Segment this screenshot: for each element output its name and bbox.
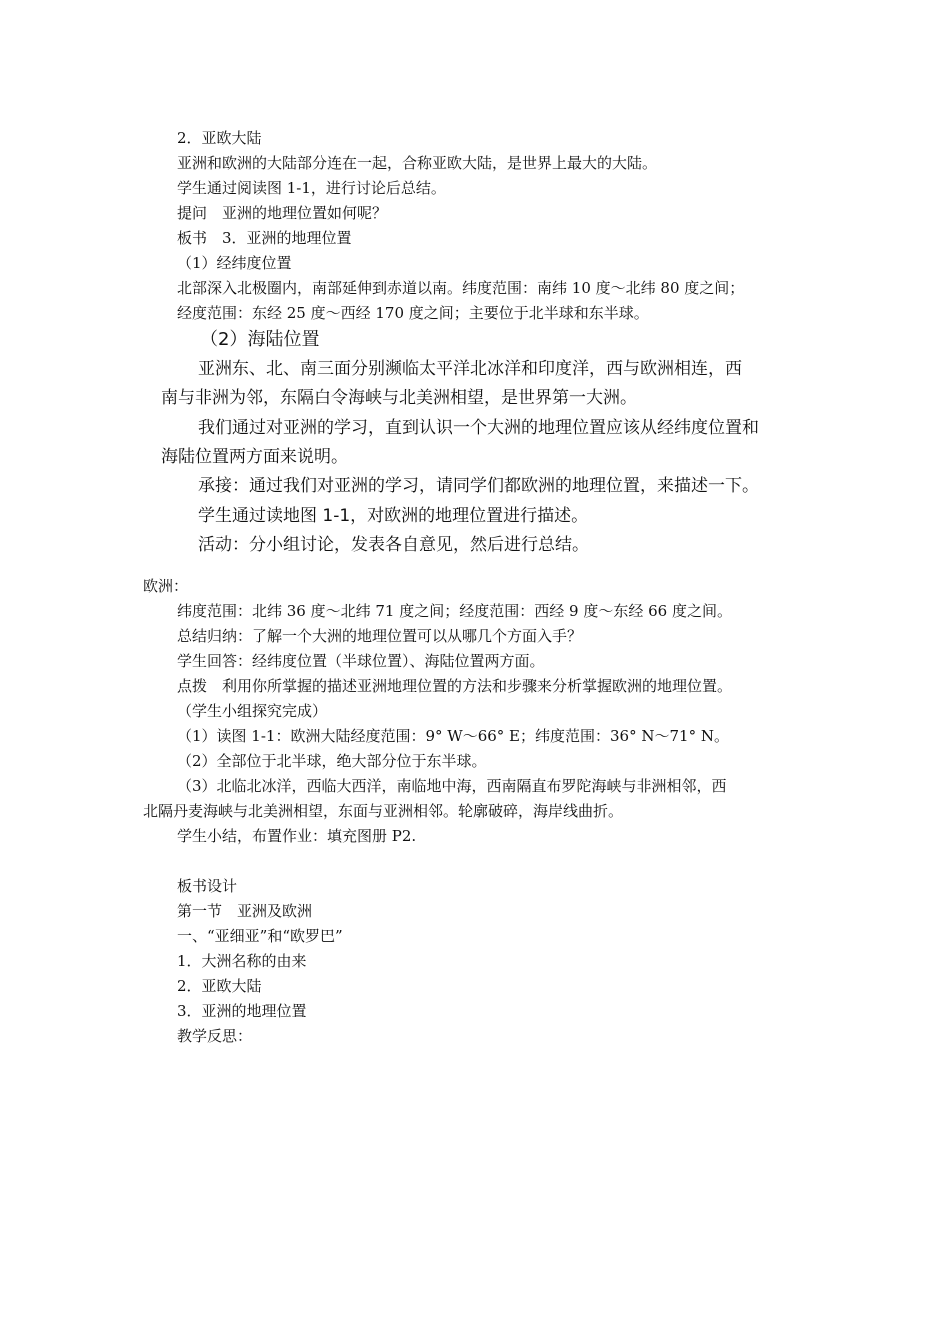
board-heading-line: 板书 3．亚洲的地理位置 xyxy=(177,229,352,247)
paragraph: 点拨 利用你所掌握的描述亚洲地理位置的方法和步骤来分析掌握欧洲的地理位置。 xyxy=(177,677,733,695)
paragraph: （3）北临北冰洋，西临大西洋，南临地中海，西南隔直布罗陀海峡与非洲相邻，西 xyxy=(177,777,727,795)
outline-item: 第一节 亚洲及欧洲 xyxy=(177,902,313,920)
board-design-title: 板书设计 xyxy=(177,877,238,895)
outline-item: 1．大洲名称的由来 xyxy=(177,952,307,970)
paragraph: 北隔丹麦海峡与北美洲相望，东面与亚洲相邻。轮廓破碎，海岸线曲折。 xyxy=(143,802,624,820)
paragraph: （1）读图 1-1：欧洲大陆经度范围：9° W～66° E；纬度范围：36° N～71° N。 xyxy=(177,727,729,745)
outline-item: 3．亚洲的地理位置 xyxy=(177,1002,307,1020)
paragraph: 经度范围：东经 25 度～西经 170 度之间；主要位于北半球和东半球。 xyxy=(177,304,649,322)
subheading-lat-long: （1）经纬度位置 xyxy=(177,254,292,272)
reflection-label: 教学反思： xyxy=(177,1027,253,1045)
outline-item: 一、“亚细亚”和“欧罗巴” xyxy=(177,927,343,945)
paragraph: 南与非洲为邻，东隔白令海峡与北美洲相望，是世界第一大洲。 xyxy=(161,388,637,408)
paragraph: 亚洲和欧洲的大陆部分连在一起，合称亚欧大陆，是世界上最大的大陆。 xyxy=(177,154,658,172)
section-heading-eurasia: 2．亚欧大陆 xyxy=(177,129,262,147)
paragraph: 学生回答：经纬度位置（半球位置）、海陆位置两方面。 xyxy=(177,652,545,670)
label-europe: 欧洲： xyxy=(143,577,189,595)
question-line: 提问 亚洲的地理位置如何呢？ xyxy=(177,204,388,222)
paragraph: 纬度范围：北纬 36 度～北纬 71 度之间；经度范围：西经 9 度～东经 66 度之间。 xyxy=(177,602,732,620)
paragraph: （学生小组探究完成） xyxy=(177,702,328,720)
paragraph: 北部深入北极圈内，南部延伸到赤道以南。纬度范围：南纬 10 度～北纬 80 度之间； xyxy=(177,279,745,297)
paragraph: 活动：分小组讨论，发表各自意见，然后进行总结。 xyxy=(198,535,589,555)
paragraph: （2）全部位于北半球，绝大部分位于东半球。 xyxy=(177,752,487,770)
paragraph: 总结归纳：了解一个大洲的地理位置可以从哪几个方面入手？ xyxy=(177,627,583,645)
paragraph: 学生小结，布置作业：填充图册 P2. xyxy=(177,827,417,845)
paragraph: 承接：通过我们对亚洲的学习，请同学们都欧洲的地理位置，来描述一下。 xyxy=(198,476,759,496)
paragraph: 海陆位置两方面来说明。 xyxy=(161,447,348,467)
subheading-sea-land: （2）海陆位置 xyxy=(200,329,320,350)
paragraph: 学生通过读地图 1-1，对欧洲的地理位置进行描述。 xyxy=(198,506,589,526)
paragraph: 学生通过阅读图 1-1，进行讨论后总结。 xyxy=(177,179,446,197)
outline-item: 2．亚欧大陆 xyxy=(177,977,262,995)
paragraph: 亚洲东、北、南三面分别濒临太平洋北冰洋和印度洋，西与欧洲相连，西 xyxy=(198,359,742,379)
paragraph: 我们通过对亚洲的学习，直到认识一个大洲的地理位置应该从经纬度位置和 xyxy=(198,418,759,438)
